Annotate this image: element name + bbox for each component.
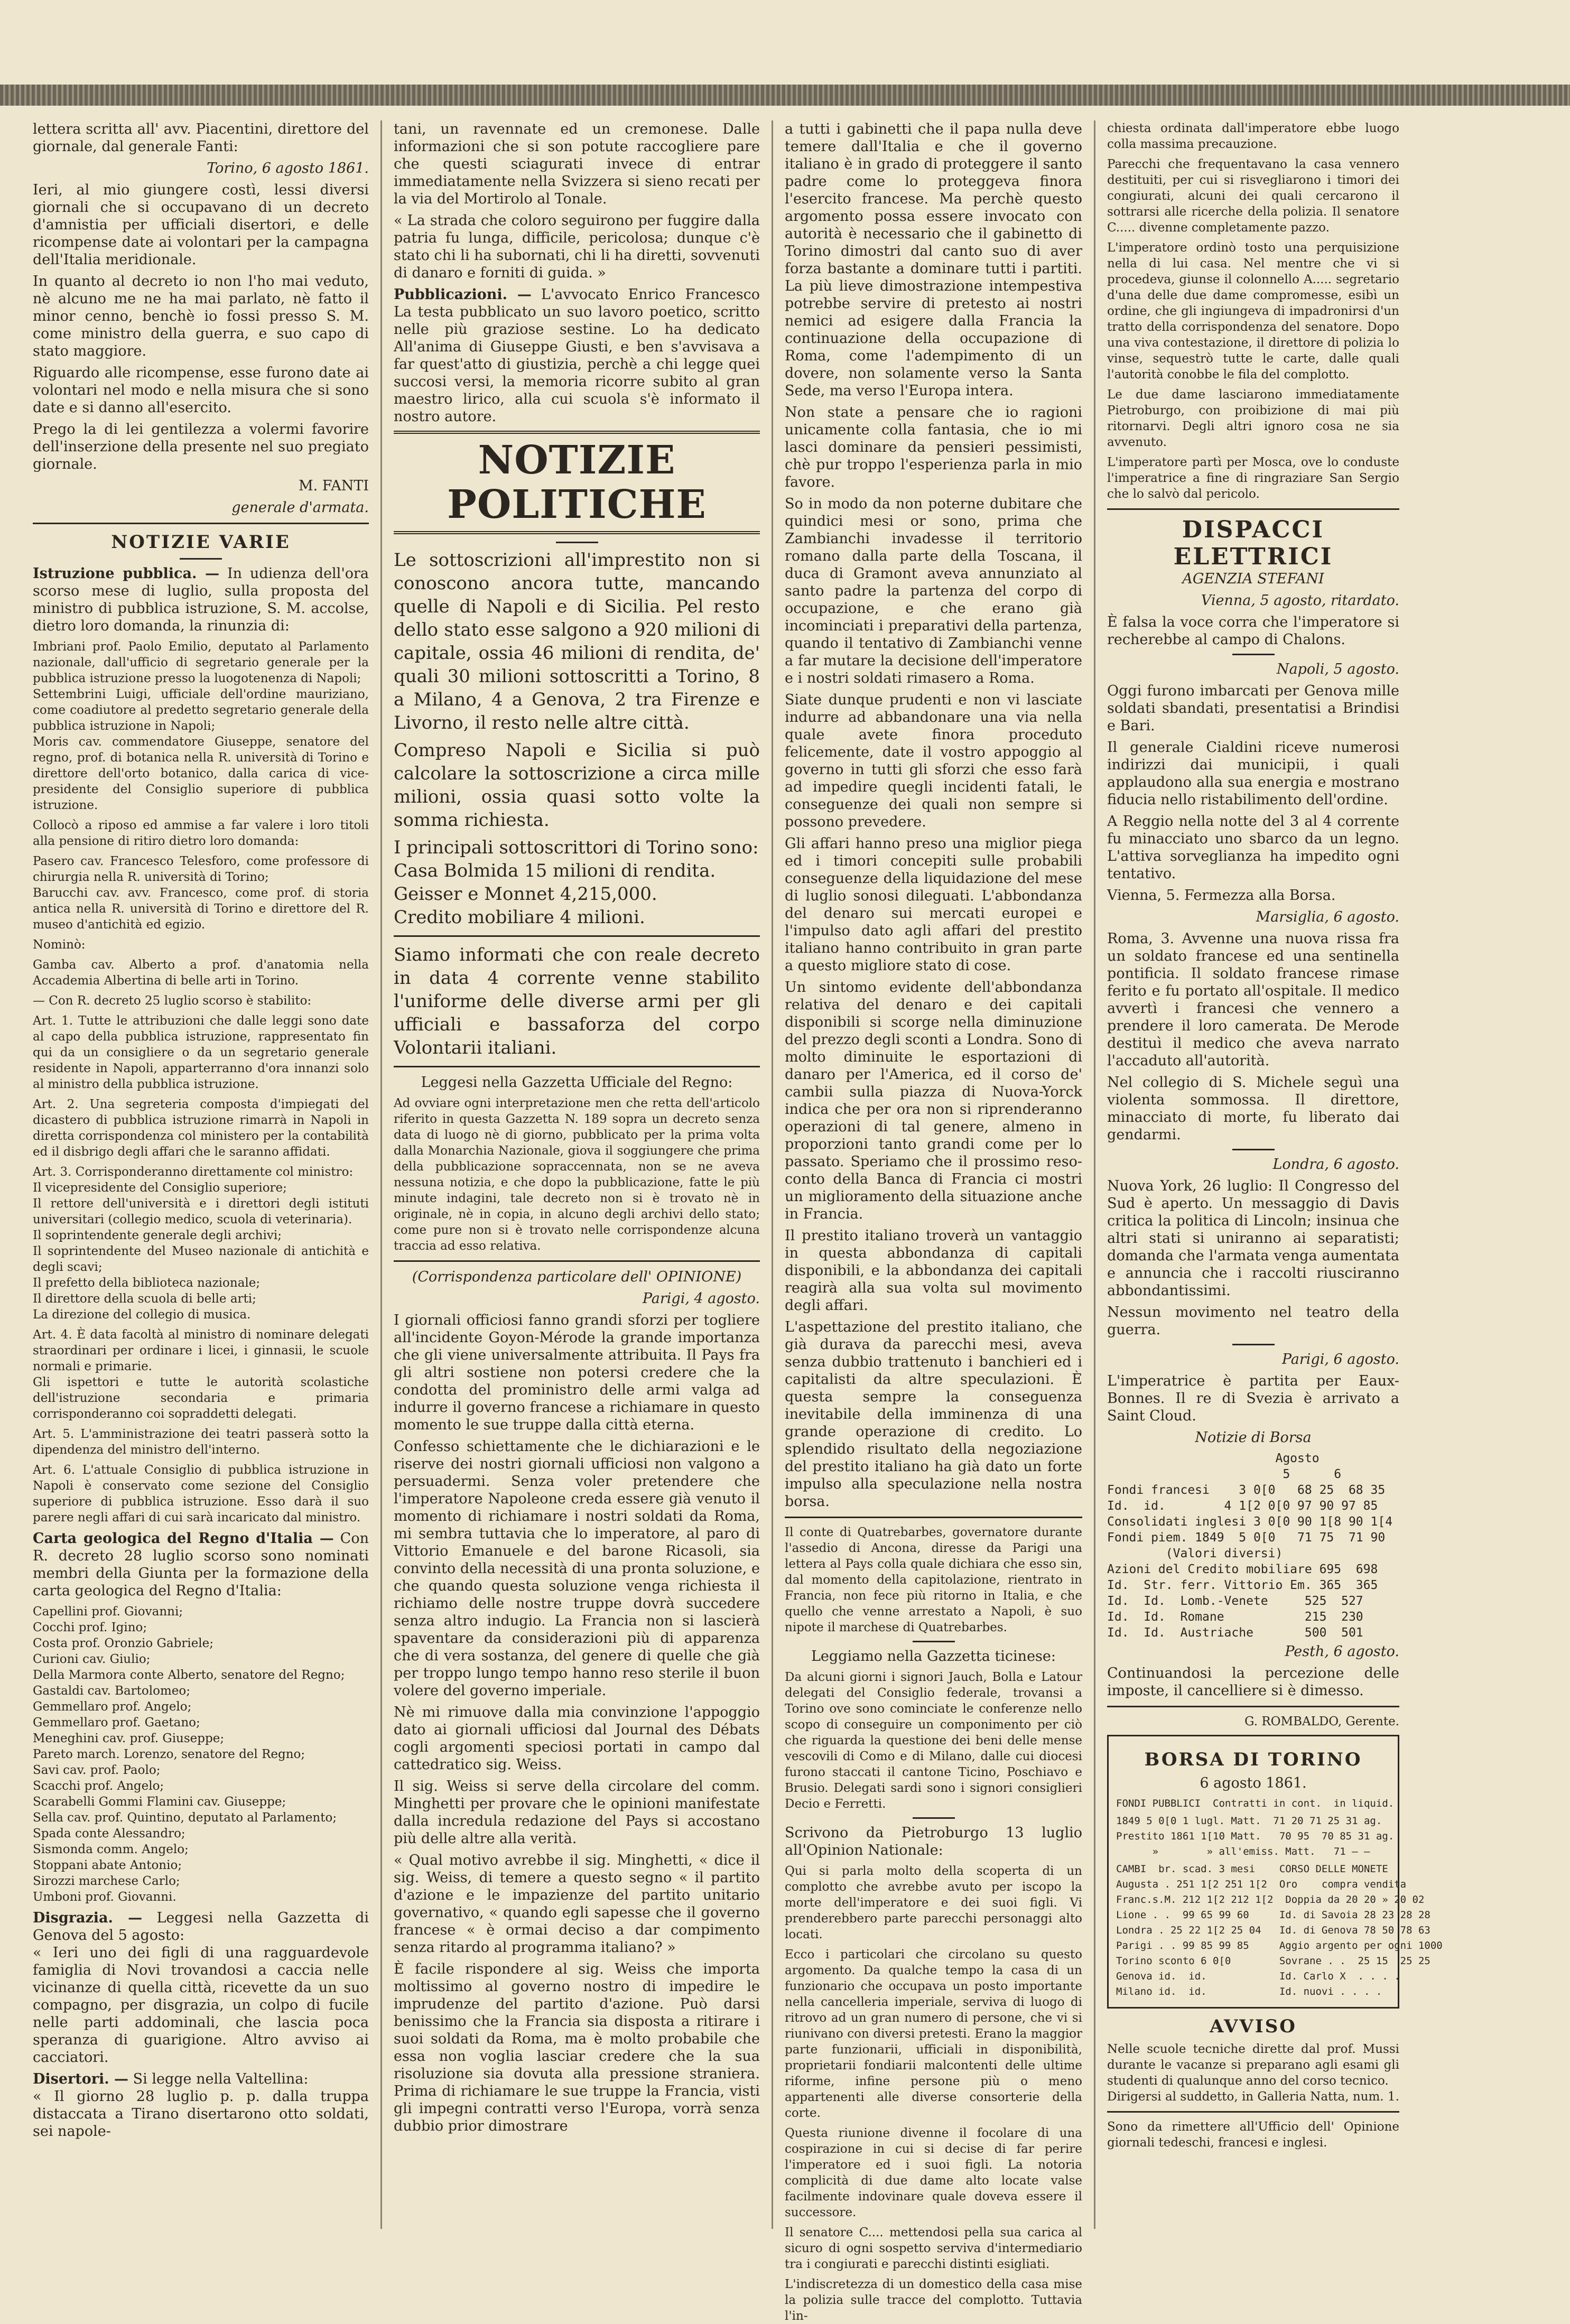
dispacci-subtitle: AGENZIA STEFANI	[1182, 571, 1324, 587]
article-text: Un sintomo evidente dell'abbondanza relativa del denaro e dei capitali disponibili si scorge nella diminuzione del prezzo degli sconti a Londra. Sono di molto diminuite le esportazioni di danaro per l'America, ed il corso de' cambii sulla piazza di Nuova-Yorck indica che per ora non si riprenderanno operazioni di tal genere, almeno in proporzioni tanto grandi come per lo passato. Speriamo che il prossimo reso-conto della Banca di Francia ci mostri un miglioramento della situazione anche in Francia.	[785, 979, 1082, 1222]
dispacci-title: DISPACCI ELETTRICI	[1173, 516, 1333, 570]
article-text: In udienza dell'ora scorso mese di luglio, sulla proposta del ministro di pubblica istruzione, S. M. accolse, dietro loro domanda, la rinunzia di:	[33, 565, 369, 634]
article-text: « Qual motivo avrebbe il sig. Minghetti, « dice il sig. Weiss, di temere a questo segno « il partito d'azione e le impazienze del partito unitario governativo, « quando egli sapesse che il governo francese « è ormai deciso a dar compimento senza ritardo al programma italiano? »	[394, 1852, 760, 1956]
article-text: Le due dame lasciarono immediatamente Pietroburgo, con proibizione di mai più ritornarvi. Degli altri ignoro cosa ne sia avvenuto.	[1107, 388, 1399, 449]
article-text: Parecchi che frequentavano la casa vennero destituiti, per cui si risvegliarono i timori dei congiurati, alcuni dei quali cercarono il sottrarsi alle ricerche della polizia. Il senatore C..... divenne completamente pazzo.	[1107, 157, 1399, 235]
article-heading: Disgrazia. —	[33, 1910, 143, 1926]
article-heading: Istruzione pubblica. —	[33, 565, 220, 582]
divider	[394, 1260, 760, 1262]
pubblicazioni-article	[394, 286, 760, 425]
article-text: Siate dunque prudenti e non vi lasciate indurre ad abbandonare una via nella quale avete finora proceduto felicemente, date il vostro appoggio al governo in tutti gli sforzi che esso farà ad impedire quegli incidenti fatali, le conseguenze dei quali non sempre si possono prevedere.	[785, 692, 1082, 830]
subscribers-list: I principali sottoscrittori di Torino sono: Casa Bolmida 15 milioni di rendita. Geisser e Monnet 4,215,000. Credito mobiliare 4 milioni.	[394, 837, 759, 928]
letter-body: Prego la di lei gentilezza a volermi favorire dell'inserzione della presente nel suo pregiato giornale.	[33, 421, 369, 472]
divider	[1232, 1149, 1275, 1150]
borsa-torino-date: 6 agosto 1861.	[1200, 1775, 1307, 1791]
disertori-article	[33, 2070, 369, 2140]
names-list: Pasero cav. Francesco Telesforo, come professore di chirurgia nella R. università di Torino; Barucchi cav. avv. Francesco, come prof. di storia antica nella R. università di Torino e direttore del R. museo d'antichità ed egizio.	[33, 854, 369, 932]
borsa-torino-box	[1107, 1735, 1443, 2009]
carta-article	[33, 1530, 369, 1600]
footer-note: Sono da rimettere all'Ufficio dell' Opinione giornali tedeschi, francesi e inglesi.	[1107, 2120, 1399, 2150]
dispatch-text: A Reggio nella notte del 3 al 4 corrente fu minacciato uno sbarco da un legno. L'attiva sorveglianza ha impedito ogni tentativo.	[1107, 813, 1399, 882]
dispatch-text: Nessun movimento nel teatro della guerra.	[1107, 1304, 1399, 1338]
letter-body: Ieri, al mio giungere costì, lessi diversi giornali che si occupavano di un decreto d'amnistia per ufficiali disertori, e delle ricompense date ai volontari per la campagna dell'Italia meridionale.	[33, 182, 369, 268]
article-text: Con R. decreto 28 luglio scorso sono nominati membri della Giunta per la formazione della carta geologica del Regno d'Italia:	[33, 1530, 369, 1599]
article-text: Da alcuni giorni i signori Jauch, Bolla e Latour delegati del Consiglio federale, trovansi a Torino ove sono cominciate le conferenze nello scopo di conseguire un componimento per ciò che riguarda la questione dei beni delle mense vescovili di Como e di Milano, dalle cui diocesi furono staccati il cantone Ticino, Poschiavo e Brusio. Delegati sardi sono i signori consiglieri Decio e Ferretti.	[785, 1670, 1082, 1811]
article-text: L'imperatore ordinò tosto una perquisizione nella di lui casa. Nel mentre che vi si procedeva, giunse il colonnello A..... segretario d'una delle due dame compromesse, esibì un ordine, che gli ingiungeva di impadronirsi d'un tratto della corrispondenza del senatore. Dopo una viva contestazione, il direttore di polizia lo vinse, sequestrò tutte le carte, dalle quali l'autorità conobbe le fila del complotto.	[1107, 241, 1399, 382]
article-text: Il conte di Quatrebarbes, governatore durante l'assedio di Ancona, diresse da Parigi una lettera al Pays colla quale dichiara che esso sin, dal momento della capitolazione, rientrato in Francia, non fece più ritorno in Italia, e che quello che venne arrestato a Napoli, è suo nipote il marchese di Quatrebarbes.	[785, 1526, 1082, 1634]
article-text: Le sottoscrizioni all'imprestito non si conoscono ancora tutte, mancando quelle di Napoli e di Sicilia. Pel resto dello stato esse salgono a 920 milioni di capitale, ossia 46 milioni di rendita, de' quali 30 milioni sottoscritti a Torino, 8 a Milano, 4 a Genova, 2 tra Firenze e Livorno, il resto nelle altre città.	[394, 550, 760, 733]
article-heading: Pubblicazioni. —	[394, 286, 532, 303]
divider	[1107, 1706, 1399, 1707]
dispatch-date: Londra, 6 agosto.	[1272, 1156, 1399, 1173]
article-text: Nominò:	[33, 938, 86, 952]
divider	[785, 1517, 1082, 1518]
top-decorative-rule	[0, 85, 1570, 106]
cambi-table: CAMBI br. scad. 3 mesi CORSO DELLE MONETE Augusta . 251 1[2 251 1[2 Oro compra vendita Franc.s.M. 212 1[2 212 1[2 Doppia da 20 20 » 20 02 Lione . . 99 65 99 60 Id. di Savoia 28 23 28 28 Londra . 25 22 1[2 25 04 Id. di Genova 78 50 78 63 Parigi . . 99 85 99 85 Aggio argento per ogni 1000 Torino sconto 6 0[0 Sovrane . . 25 15 25 25 Genova id. id. Id. Carlo X . . . . Milano id. id. Id. nuovi . . . .	[1116, 1863, 1443, 1997]
dispatch-text: Il generale Cialdini riceve numerosi indirizzi dai municipii, i quali applaudono alla sua energia e mostrano fiducia nello ristabilimento dell'ordine.	[1107, 739, 1399, 808]
article-text: Non state a pensare che io ragioni unicamente colla fantasia, che io mi lasci dominare da pensieri pessimisti, chè pur troppo l'esperienza parla in mio favore.	[785, 404, 1082, 490]
decree-article: Art. 1. Tutte le attribuzioni che dalle leggi sono date al capo della pubblica istruzione, rappresentato fin qui da un consigliere o da un segretario generale residente in Napoli, apparterranno d'ora innanzi solo al ministro della pubblica istruzione.	[33, 1014, 369, 1091]
divider	[394, 1066, 760, 1067]
borsa-torino-rows: 1849 5 0[0 1 lugl. Matt. 71 20 71 25 31 ag. Prestito 1861 1[10 Matt. 70 95 70 85 31 ag. » » all'emiss. Matt. 71 — —	[1116, 1815, 1395, 1857]
article-text: Il sig. Weiss si serve della circolare del comm. Minghetti per provare che le opinioni manifestate dalla incredula redazione del Pays si accostano più delle altre alla verità.	[394, 1778, 760, 1847]
article-text: Ad ovviare ogni interpretazione men che retta dell'articolo riferito in questa Gazzetta N. 189 sopra un decreto senza data di luogo nè di giorno, pubblicato per la prima volta dalla Monarchia Nazionale, giova il soggiungere che prima della pubblicazione sopraccennata, non se ne aveva nessuna notizia, e che dopo la pubblicazione, fatte le più minute indagini, tale decreto non si è trovato nè in originale, nè in copia, in alcuno degli archivi dello stato; come pure non si è trovato nelle corrispondenze alcuna traccia ad esso relativa.	[394, 1096, 760, 1253]
decree-intro: — Con R. decreto 25 luglio scorso è stabilito:	[33, 994, 312, 1008]
members-list: Capellini prof. Giovanni; Cocchi prof. Igino; Costa prof. Oronzio Gabriele; Curioni cav. Giulio; Della Marmora conte Alberto, senatore del Regno; Gastaldi cav. Bartolomeo; Gemmellaro prof. Angelo; Gemmellaro prof. Gaetano; Meneghini cav. prof. Giuseppe; Pareto march. Lorenzo, senatore del Regno; Savi cav. prof. Paolo; Scacchi prof. Angelo; Scarabelli Gommi Flamini cav. Giuseppe; Sella cav. prof. Quintino, deputato al Parlamento; Spada conte Alessandro; Sismonda comm. Angelo; Stoppani abate Antonio; Sirozzi marchese Carlo; Umboni prof. Giovanni.	[33, 1605, 345, 1904]
article-text: L'aspettazione del prestito italiano, che già durava da parecchi mesi, aveva senza dubbio trattenuto i banchieri ed i capitalisti da altre speculazioni. È questa sempre la conseguenza inevitabile della imminenza di una grande operazione di credito. Lo splendido risultato della negoziazione del prestito italiano ha già dato un forte impulso alla speculazione nella nostra borsa.	[785, 1319, 1082, 1510]
divider	[913, 1817, 955, 1819]
pietroburgo-heading: Scrivono da Pietroburgo 13 luglio all'Opinion Nationale:	[785, 1825, 1082, 1858]
article-text: L'imperatore partì per Mosca, ove lo conduste l'imperatrice a fine di ringraziare San Sergio che lo salvò dal pericolo.	[1107, 455, 1399, 501]
notizie-borsa-title: Notizie di Borsa	[1195, 1429, 1312, 1446]
article-text: Confesso schiettamente che le dichiarazioni e le riserve dei nostri giornali ufficiosi non valgono a persuadermi. Senza voler pretendere che l'imperatore Napoleone creda essere già venuto il momento di richiamare i nostri soldati da Roma, mi sembra tuttavia che lo imperatore, al paro di Vittorio Emanuele e del barone Ricasoli, sia convinto della necessità di una pronta soluzione, e che quando questa soluzione venga richiesta il richiamo delle nostre truppe dovrà succedere senza altro indugio. La Francia non si lascierà spaventare da considerazioni più di apparenza che di vera sostanza, del genere di quelle che già per troppo lungo tempo hanno reso sterile il buon volere del governo imperiale.	[394, 1438, 760, 1699]
gazzetta-heading: Leggesi nella Gazzetta Ufficiale del Regno:	[421, 1074, 733, 1091]
dispatch-text: Nuova York, 26 luglio: Il Congresso del Sud è aperto. Un messaggio di Davis critica la politica di Lincoln; insinua che altri stati si uniranno ai separatisti; domanda che l'armata venga aumentata e annuncia che i raccolti riusciranno abbondantissimi.	[1107, 1178, 1399, 1299]
article-text: So in modo da non poterne dubitare che quindici mesi or sono, prima che Zambianchi invadesse il territorio romano dalla parte della Toscana, il duca di Gramont aveva annunziato al santo padre la partenza del corpo di occupazione, e che erano già incominciati i preparativi della partenza, quando il tentativo di Zambianchi venne a far mutare la decisione dell'imperatore e i nostri soldati rimasero a Roma.	[785, 496, 1082, 686]
dispatch-text: L'imperatrice è partita per Eaux-Bonnes. Il re di Svezia è arrivato a Saint Cloud.	[1107, 1373, 1399, 1424]
divider	[913, 1641, 955, 1642]
borsa-torino-title: BORSA DI TORINO	[1144, 1749, 1362, 1770]
decree-article: Art. 2. Una segreteria composta d'impiegati del dicastero di pubblica istruzione rimarrà in Napoli in diretta corrispondenza col ministero per la contabilità ed il disbrigo degli affari che le saranno affidati.	[33, 1098, 369, 1159]
article-text: L'indiscretezza di un domestico della casa mise la polizia sulle tracce del complotto. Tuttavia l'in-	[785, 2277, 1082, 2323]
article-text: chiesta ordinata dall'imperatore ebbe luogo colla massima precauzione.	[1107, 122, 1399, 151]
ticinese-heading: Leggiamo nella Gazzetta ticinese:	[811, 1648, 1056, 1665]
divider	[1107, 508, 1399, 510]
decree-article: Art. 5. L'amministrazione dei teatri passerà sotto la dipendenza del ministro dell'interno.	[33, 1427, 369, 1457]
article-text: Si legge nella Valtellina: « Il giorno 28 luglio p. p. dalla truppa distaccata a Tirano disertarono otto soldati, sei napole-	[33, 2071, 369, 2140]
divider	[556, 542, 598, 543]
article-text: Qui si parla molto della scoperta di un complotto che avrebbe avuto per iscopo la morte dell'imperatore e dei suoi figli. Vi prenderebbero parte parecchi personaggi alto locati.	[785, 1864, 1082, 1941]
signature: M. FANTI	[299, 478, 369, 494]
article-text: Il prestito italiano troverà un vantaggio in questa abbondanza di capitali disponibili, e la abbondanza dei capitali reagirà alla sua volta sul movimento degli affari.	[785, 1228, 1082, 1314]
article-text: Ecco i particolari che circolano su questo argomento. Da qualche tempo la casa di un funzionario che occupava un posto importante nella cancelleria imperiale, serviva di luogo di ritrovo ad un gran numero di persone, che vi si riunivano con diversi pretesti. Erano la maggior parte funzionarii, ufficiali in disponibilità, proprietarii fondiarii malcontenti delle ultime riforme, infine persone più o meno appartenenti alle diverse consorterie della corte.	[785, 1948, 1082, 2120]
divider	[180, 558, 222, 560]
borsa-torino-header: FONDI PUBBLICI Contratti in cont. in liquid.	[1116, 1798, 1395, 1809]
letter-date: Torino, 6 agosto 1861.	[207, 160, 369, 176]
avviso-title: AVVISO	[1210, 2016, 1297, 2037]
borsa-table: Agosto 5 6 Fondi francesi 3 0[0 68 25 68 35 Id. id. 4 1[2 0[0 97 90 97 85 Consolidati inglesi 3 0[0 90 1[8 90 1[4 Fondi piem. 1849 5 0[0 71 75 71 90 (Valori diversi) Azioni del Credito mobiliare 695 698 Id. Str. ferr. Vittorio Em. 365 365 Id. Id. Lomb.-Venete 525 527 Id. Id. Romane 215 230 Id. Id. Austriache 500 501	[1107, 1452, 1393, 1640]
signature-role: generale d'armata.	[231, 499, 369, 516]
column-4	[1094, 120, 1443, 2229]
dispatch-date: Pesth, 6 agosto.	[1285, 1643, 1399, 1660]
gerente: G. ROMBALDO, Gerente.	[1244, 1715, 1399, 1728]
article-heading: Disertori. —	[33, 2071, 129, 2087]
notizie-politiche-banner: NOTIZIE POLITICHE	[394, 431, 760, 534]
article-text: Leggesi nella Gazzetta di Genova del 5 agosto: « Ieri uno dei figli di una ragguardevole famiglia di Novi trovandosi a caccia nelle vicinanze di quella città, ricevette da un suo compagno, per disgrazia, un colpo di fucile nelle parti addominali, che lascia poca speranza di guarigione. Altro avviso ai cacciatori.	[33, 1910, 369, 2066]
article-text: Siamo informati che con reale decreto in data 4 corrente venne stabilito l'uniforme delle diverse armi per gli ufficiali e bassaforza del corpo Volontarii italiani.	[394, 944, 760, 1058]
column-3	[772, 120, 1094, 2323]
decree-article: Art. 3. Corrisponderanno direttamente col ministro: Il vicepresidente del Consiglio superiore; Il rettore dell'università e i direttori degli istituti universitari (collegio medico, scuola di veterinaria). Il soprintendente generale degli archivi; Il soprintendente del Museo nazionale di antichità e degli scavi; Il prefetto della biblioteca nazionale; Il direttore della scuola di belle arti; La direzione del collegio di musica.	[33, 1165, 369, 1322]
article-text: Compreso Napoli e Sicilia si può calcolare la sottoscrizione a circa mille milioni, ossia quasi sotto volte la somma richiesta.	[394, 740, 760, 831]
section-title-notizie-varie: NOTIZIE VARIE	[111, 532, 291, 553]
article-text: tani, un ravennate ed un cremonese. Dalle informazioni che si son potute raccogliere pare che questi sciagurati invece di entrar immediatamente nella Svizzera si sieno recati per la via del Mortirolo al Tonale.	[394, 121, 760, 207]
divider	[1232, 1344, 1275, 1345]
dispatch-text: Nel collegio di S. Michele seguì una violenta sommossa. Il direttore, minacciato di morte, fu liberato dai gendarmi.	[1107, 1074, 1399, 1143]
dispatch-date: Vienna, 5 agosto, ritardato.	[1201, 592, 1399, 609]
article-text: « La strada che coloro seguirono per fuggire dalla patria fu lunga, difficile, pericolosa; dunque c'è stato chi li ha subornati, chi li ha diretti, sovvenuti di danaro e forniti di guida. »	[394, 212, 760, 281]
dispatch-text: Continuandosi la percezione delle imposte, il cancelliere si è dimesso.	[1107, 1665, 1399, 1699]
dispatch-text: Roma, 3. Avvenne una nuova rissa fra un soldato francese ed una sentinella pontificia. Il soldato francese rimase ferito e fu portato all'ospitale. Il medico avvertì i francesi che vennero a prendere il loro camerata. De Merode destituì il medico che aveva narrato l'accaduto all'autorità.	[1107, 931, 1399, 1069]
divider	[1232, 654, 1275, 655]
dispatch-text: È falsa la voce corra che l'imperatore si recherebbe al campo di Chalons.	[1107, 614, 1399, 648]
article-text: Nè mi rimuove dalla mia convinzione l'appoggio dato ai giornali ufficiosi dal Journal des Débats cogli argomenti speciosi portati in campo dal cattedratico sig. Weiss.	[394, 1704, 760, 1773]
article-text: Questa riunione divenne il focolare di una cospirazione in cui si decise di far perire l'imperatore ed i suoi figli. La notoria complicità di due dame alto locate valse facilmente indovinare quale doveva essere il successore.	[785, 2126, 1082, 2219]
names-list: Gamba cav. Alberto a prof. d'anatomia nella Accademia Albertina di belle arti in Torino.	[33, 958, 369, 988]
dispatch-date: Napoli, 5 agosto.	[1276, 661, 1399, 677]
divider	[1107, 2111, 1399, 2113]
istruzione-article	[33, 565, 369, 635]
article-text: Il senatore C.... mettendosi pella sua carica al sicuro di ogni sospetto serviva d'intermediario tra i congiurati e parecchi distinti esigliati.	[785, 2226, 1082, 2271]
decree-article: Art. 6. L'attuale Consiglio di pubblica istruzione in Napoli è conservato come sezione del Consiglio superiore di pubblica istruzione. Esso darà il suo parere negli affari di cui sarà incaricato dal ministro.	[33, 1463, 369, 1524]
letter-title: lettera scritta all' avv. Piacentini, direttore del giornale, dal generale Fanti:	[33, 121, 369, 155]
article-text: L'avvocato Enrico Francesco La testa pubblicato un suo lavoro poetico, scritto nelle più graziose sestine. Lo ha dedicato All'anima di Giuseppe Giusti, e ben s'avvisava a far quest'atto di giustizia, perchè a chi legge quei succosi versi, la memoria ricorre subito al gran maestro lirico, alla cui scuola s'è informato il nostro autore.	[394, 286, 760, 425]
decree-article: Art. 4. È data facoltà al ministro di nominare delegati straordinari per ordinare i licei, i ginnasii, le scuole normali e primarie. Gli ispettori e tutte le autorità scolastiche dell'istruzione secondaria e primaria corrisponderanno coi sopraddetti delegati.	[33, 1328, 369, 1421]
dispatch-date: Marsiglia, 6 agosto.	[1256, 909, 1399, 925]
article-heading: Carta geologica del Regno d'Italia —	[33, 1530, 334, 1547]
letter-body: Riguardo alle ricompense, esse furono date ai volontari nel modo e nella misura che si sono date e si danno all'esercito.	[33, 365, 369, 416]
article-text: a tutti i gabinetti che il papa nulla deve temere dall'Italia e che il governo italiano è in grado di proteggere il santo padre come lo proteggeva finora l'esercito francese. Ma perchè questo argomento possa essere invocato con autorità è necessario che il gabinetto di Torino dimostri dal canto suo di aver forza bastante a dominare tutti i partiti. La più lieve dimostrazione intempestiva potrebbe servire di pretesto ai nostri nemici ad esigere dalla Francia la continuazione della occupazione di Roma, come l'adempimento di un dovere, non solamente verso la Santa Sede, ma verso l'Europa intera.	[785, 121, 1082, 399]
correspondence-date: Parigi, 4 agosto.	[642, 1290, 760, 1307]
article-text: Collocò a riposo ed ammise a far valere i loro titoli alla pensione di ritiro dietro loro domanda:	[33, 819, 369, 848]
avviso-text: Nelle scuole tecniche dirette dal prof. Mussi durante le vacanze si preparano agli esami gli studenti di qualunque anno del corso tecnico. Dirigersi al suddetto, in Galleria Natta, num. 1.	[1107, 2042, 1399, 2104]
article-text: Gli affari hanno preso una miglior piega ed i timori concepiti sulle probabili conseguenze della liquidazione del mese di luglio sonosi dileguati. L'abbondanza del denaro sui mercati europei e l'impulso dato agli affari del prestito italiano hanno contribuito in gran parte a questo migliore stato di cose.	[785, 835, 1082, 974]
disgrazia-article	[33, 1909, 369, 2066]
names-list: Imbriani prof. Paolo Emilio, deputato al Parlamento nazionale, dall'ufficio di segretario generale per la pubblica istruzione presso la luogotenenza di Napoli; Settembrini Luigi, ufficiale dell'ordine mauriziano, come coadiutore al predetto segretario generale della pubblica istruzione in Napoli; Moris cav. commendatore Giuseppe, senatore del regno, prof. di botanica nella R. università di Torino e direttore dell'orto botanico, dalla carica di vice-presidente del Consiglio superiore di pubblica istruzione.	[33, 640, 369, 812]
dispatch-text: Vienna, 5. Fermezza alla Borsa.	[1107, 887, 1336, 904]
dispatch-text: Oggi furono imbarcati per Genova mille soldati sbandati, presentatisi a Brindisi e Bari.	[1107, 683, 1399, 734]
article-text: È facile rispondere al sig. Weiss che importa moltissimo al governo nostro di impedire le imprudenze del partito d'azione. Può darsi benissimo che la Francia sia disposta a ritirare i suoi soldati da Roma, ma è molto probabile che essa non voglia lasciar credere che la sua risoluzione sia dovuta alla pressione straniera. Prima di richiamare le sue truppe la Francia, visti gli impegni contratti verso l'Europa, vorrà senza dubbio prior dimostrare	[394, 1961, 760, 2134]
divider	[394, 935, 760, 937]
column-2	[380, 120, 772, 2229]
column-1	[21, 120, 380, 2229]
divider	[33, 523, 369, 524]
letter-body: In quanto al decreto io non l'ho mai veduto, nè alcuno me ne ha mai parlato, nè fatto il minor cenno, benchè io fossi presso S. M. come ministro della guerra, e suo capo di stato maggiore.	[33, 273, 369, 359]
article-text: I giornali officiosi fanno grandi sforzi per togliere all'incidente Goyon-Mérode la grande importanza che gli viene universalmente attribuita. Il Pays fra gli altri sostiene non potersi credere che la condotta del proministro delle armi valga ad indurre il governo francese a richiamare in questo momento le sue truppe dalla città eterna.	[394, 1312, 760, 1433]
correspondence-heading: (Corrispondenza particolare dell' OPINIONE)	[412, 1269, 742, 1285]
dispatch-date: Parigi, 6 agosto.	[1281, 1351, 1399, 1368]
